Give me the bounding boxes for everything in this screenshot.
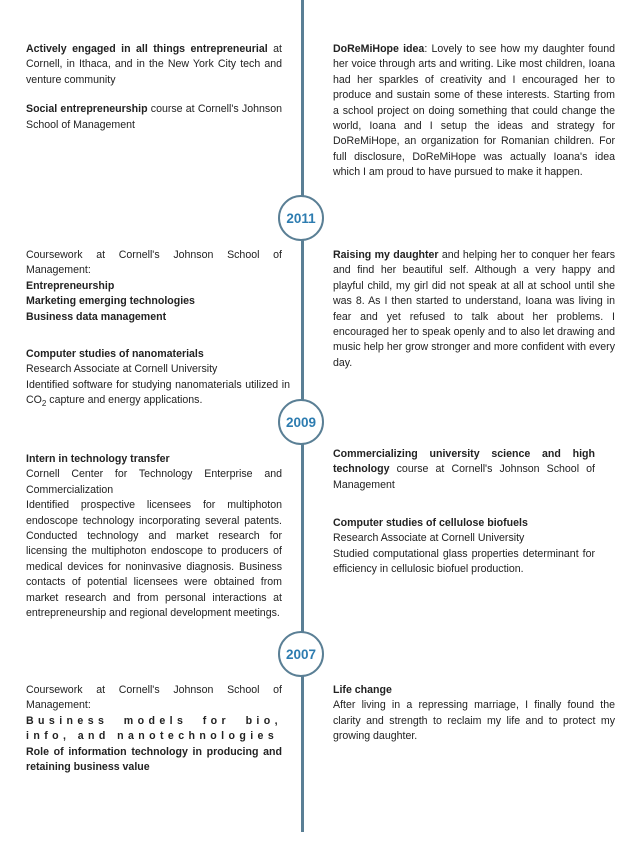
coursework-bottom-intro: Coursework at Cornell's Johnson School of Management: <box>26 684 282 712</box>
nanomaterials-text-b: capture and energy applications. <box>46 394 203 407</box>
social-entrepreneurship-text: course at Cornell's Johnson School of Management <box>26 103 282 131</box>
life-change-block <box>333 683 615 745</box>
raising-daughter-title: Raising my daughter <box>333 249 439 261</box>
co2-subscript: 2 <box>41 399 47 409</box>
coursework-2009-intro: Coursework at Cornell's Johnson School of Management: <box>26 249 282 277</box>
raising-daughter-text: and helping her to conquer her fears and find her beautiful self. Although a very happy and playful child, my girl did not speak at all at school until she was 8. As I then started to understand, Ioana was living in fear and yet refused to talk about her problems. I encouraged her to speak openly and to also let drawing and music help her grow stronger and more confident with every day. <box>333 249 615 369</box>
coursework-2009-block <box>26 248 282 325</box>
nanomaterials-role: Research Associate at Cornell University <box>26 363 218 376</box>
nanomaterials-title: Computer studies of nanomaterials <box>26 348 204 360</box>
entrepreneurial-engagement-block <box>26 42 282 133</box>
course-marketing-emerging-tech: Marketing emerging technologies <box>26 295 195 308</box>
year-label-2011: 2011 <box>286 210 316 226</box>
nanomaterials-block <box>26 347 290 412</box>
intern-tech-transfer-block <box>26 452 282 621</box>
doremihope-block <box>333 42 615 181</box>
year-badge-2007 <box>278 631 324 677</box>
course-business-data-management: Business data management <box>26 310 167 323</box>
intern-organization: Cornell Center for Technology Enterprise and Commercialization <box>26 468 282 496</box>
commercializing-course-block <box>333 447 595 493</box>
cellulose-title: Computer studies of cellulose biofuels <box>333 517 528 529</box>
cellulose-role: Research Associate at Cornell University <box>333 532 525 545</box>
raising-daughter-block <box>333 248 615 371</box>
life-change-title: Life change <box>333 684 392 696</box>
year-badge-2009 <box>278 399 324 445</box>
year-badge-2011 <box>278 195 324 241</box>
coursework-bottom-block <box>26 683 282 775</box>
course-business-models: Business models for bio, info, and nanotechnologies <box>26 714 282 743</box>
doremihope-text: : Lovely to see how my daughter found her voice through arts and writing. Like most children, Ioana had her sparkles of creativity and I encouraged her to produce and sustain some of these interests. Starting from a school project on doing something that could change the world, Ioana and I setup the ideas and strategy for DoReMiHope, an organization for Romanian children. For full disclosure, DoReMiHope was actually Ioana's idea which I am proud to have pursued to make it happen. <box>333 43 615 179</box>
commercializing-title: Commercializing university science and high technology <box>333 448 595 476</box>
commercializing-text: course at Cornell's Johnson School of Management <box>333 463 595 491</box>
nanomaterials-text-a: Identified software for studying nanomaterials utilized in CO <box>26 378 290 407</box>
entrepreneurial-engagement-title: Actively engaged in all things entrepreneurial <box>26 43 268 55</box>
life-change-text: After living in a repressing marriage, I finally found the clarity and strength to reclaim my life and to protect my growing daughter. <box>333 699 615 743</box>
year-label-2009: 2009 <box>285 414 317 430</box>
intern-title: Intern in technology transfer <box>26 453 170 465</box>
course-role-of-it: Role of information technology in producing and retaining business value <box>26 745 282 774</box>
social-entrepreneurship-title: Social entrepreneurship <box>26 103 148 116</box>
year-label-2007: 2007 <box>285 646 317 662</box>
doremihope-title: DoReMiHope idea <box>333 43 425 55</box>
cellulose-description: Studied computational glass properties determinant for efficiency in cellulosic biofuel production. <box>333 547 595 576</box>
intern-description: Identified prospective licensees for multiphoton endoscope technology incorporating several patents. Conducted technology and market research for licensing the multiphoton endoscope to producers of medical devices for noninvasive diagnosis. Business contacts of potential licensees were obtained from market research and from personal interactions at entrepreneurship and regional development meetings. <box>26 499 282 620</box>
course-entrepreneurship: Entrepreneurship <box>26 279 115 292</box>
cellulose-biofuels-block <box>333 516 595 578</box>
entrepreneurial-engagement-text: at Cornell, in Ithaca, and in the New York City tech and venture community <box>26 43 282 86</box>
